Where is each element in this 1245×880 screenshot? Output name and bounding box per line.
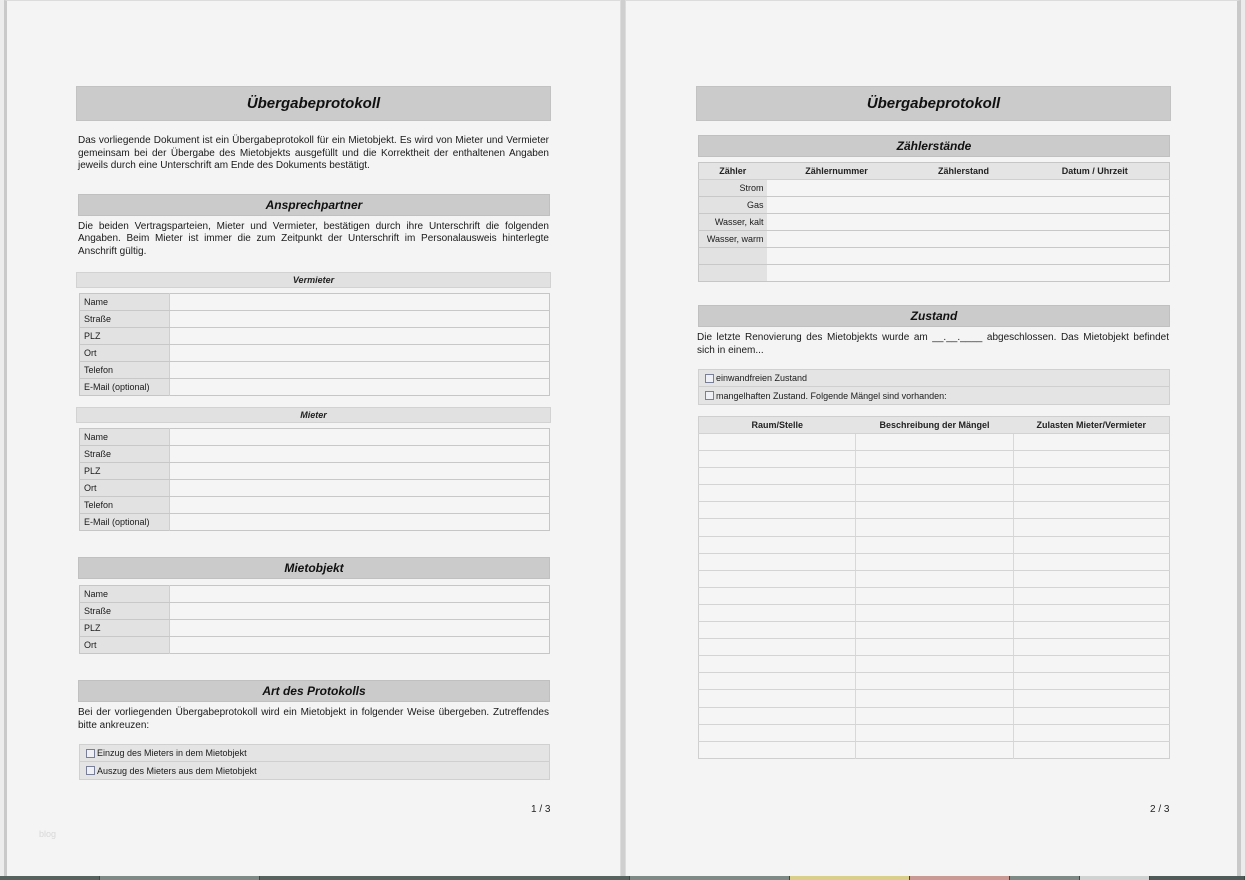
- section-heading-text: Ansprechpartner: [265, 197, 363, 212]
- defect-cell[interactable]: [856, 604, 1014, 621]
- defect-cell[interactable]: [699, 519, 856, 536]
- defect-cell[interactable]: [856, 451, 1014, 468]
- defect-cell[interactable]: [856, 741, 1014, 758]
- defect-row: [699, 604, 1170, 621]
- defect-row: [699, 741, 1170, 758]
- defect-cell[interactable]: [1014, 690, 1170, 707]
- field-input[interactable]: [170, 446, 550, 463]
- defect-row: [699, 656, 1170, 673]
- defect-cell[interactable]: [856, 707, 1014, 724]
- checkbox-icon[interactable]: [705, 391, 714, 400]
- meter-table-header: [699, 163, 1170, 180]
- defect-cell[interactable]: [1014, 468, 1170, 485]
- form-row: [80, 497, 550, 514]
- defect-row: [699, 536, 1170, 553]
- subheading-landlord: [76, 272, 551, 288]
- defect-cell[interactable]: [856, 587, 1014, 604]
- form-row: [80, 429, 550, 446]
- meter-cell[interactable]: [906, 197, 1020, 214]
- field-label: Ort: [80, 345, 170, 362]
- defect-cell[interactable]: [699, 622, 856, 639]
- meter-cell[interactable]: [767, 265, 907, 282]
- column-header: Raum/Stelle: [699, 417, 856, 434]
- meter-cell[interactable]: [767, 214, 907, 231]
- defect-cell[interactable]: [1014, 707, 1170, 724]
- defect-cell[interactable]: [1014, 587, 1170, 604]
- meter-cell[interactable]: [906, 265, 1020, 282]
- meter-cell[interactable]: [767, 180, 907, 197]
- defect-cell[interactable]: [856, 553, 1014, 570]
- checkbox-icon[interactable]: [86, 749, 95, 758]
- intro-paragraph: Das vorliegende Dokument ist ein Übergabeprotokoll für ein Mietobjekt. Es wird von Mieter und Vermieter gemeinsam bei der Übergabe des Mietobjekts ausgefüllt und die Korrektheit der enthaltenen Angaben jeweils durch eine Unterschrift am Ende des Dokuments bestätigt.: [78, 135, 549, 171]
- field-label: Straße: [80, 446, 170, 463]
- condition-options: [698, 369, 1170, 405]
- form-row: [80, 328, 550, 345]
- option-move-out[interactable]: [80, 762, 549, 779]
- column-header: Beschreibung der Mängel: [856, 417, 1014, 434]
- field-input[interactable]: [170, 603, 550, 620]
- field-input[interactable]: [170, 480, 550, 497]
- field-input[interactable]: [170, 514, 550, 531]
- document-title-bar: [696, 86, 1171, 121]
- defect-row: [699, 434, 1170, 451]
- document-title: Übergabeprotokoll: [866, 95, 1001, 112]
- defect-row: [699, 502, 1170, 519]
- defect-row: [699, 622, 1170, 639]
- section-heading-text: Zustand: [910, 309, 958, 323]
- defect-row: [699, 690, 1170, 707]
- subheading-tenant: [76, 407, 551, 423]
- defect-cell[interactable]: [699, 707, 856, 724]
- protocol-type-options: [79, 744, 550, 780]
- field-label: E-Mail (optional): [80, 379, 170, 396]
- document-page-1: [4, 0, 621, 876]
- section-heading-property: [78, 557, 550, 579]
- section-heading-contacts: [78, 194, 550, 216]
- document-page-2: [625, 0, 1241, 876]
- landlord-table: [79, 293, 550, 396]
- field-input[interactable]: [170, 311, 550, 328]
- defect-cell[interactable]: [856, 434, 1014, 451]
- taskbar-item[interactable]: [1150, 876, 1245, 880]
- defect-cell[interactable]: [699, 690, 856, 707]
- column-header: Zählerstand: [906, 163, 1020, 180]
- column-header: Zähler: [699, 163, 767, 180]
- option-label: Auszug des Mieters aus dem Mietobjekt: [97, 765, 257, 776]
- defect-cell[interactable]: [699, 639, 856, 656]
- defect-cell[interactable]: [856, 570, 1014, 587]
- subheading-text: Mieter: [300, 410, 327, 420]
- option-defective[interactable]: [699, 387, 1169, 404]
- taskbar-item[interactable]: [1080, 876, 1150, 880]
- meter-cell[interactable]: [1021, 214, 1170, 231]
- defect-cell[interactable]: [699, 673, 856, 690]
- meter-label: Wasser, kalt: [699, 214, 767, 231]
- defect-row: [699, 468, 1170, 485]
- meter-cell[interactable]: [767, 197, 907, 214]
- meter-row: [699, 265, 1170, 282]
- field-label: Name: [80, 586, 170, 603]
- defect-cell[interactable]: [1014, 639, 1170, 656]
- form-row: [80, 620, 550, 637]
- meter-label: [699, 248, 767, 265]
- defect-cell[interactable]: [699, 536, 856, 553]
- defect-row: [699, 570, 1170, 587]
- defects-table: [698, 416, 1170, 759]
- defect-cell[interactable]: [1014, 724, 1170, 741]
- option-label: Einzug des Mieters in dem Mietobjekt: [97, 748, 247, 758]
- form-row: [80, 463, 550, 480]
- defect-cell[interactable]: [1014, 604, 1170, 621]
- page-number: 2 / 3: [1150, 804, 1170, 815]
- contacts-paragraph: Die beiden Vertragsparteien, Mieter und Vermieter, bestätigen durch ihre Unterschrift die folgenden Angaben. Beim Mieter ist immer die zum Zeitpunkt der Unterschrift im Personalausweis hinterlegte Anschrift gültig.: [78, 220, 549, 257]
- protocol-type-paragraph: Bei der vorliegenden Übergabeprotokoll wird ein Mietobjekt in folgender Weise übergeben. Zutreffendes bitte ankreuzen:: [78, 707, 549, 731]
- defect-row: [699, 724, 1170, 741]
- form-row: [80, 294, 550, 311]
- defect-cell[interactable]: [699, 502, 856, 519]
- defect-cell[interactable]: [856, 622, 1014, 639]
- defects-table-header: [699, 417, 1170, 434]
- subheading-text: Vermieter: [292, 275, 335, 285]
- defect-cell[interactable]: [856, 639, 1014, 656]
- field-input[interactable]: [170, 637, 550, 654]
- taskbar-item[interactable]: [910, 876, 1010, 880]
- taskbar-item[interactable]: [260, 876, 630, 880]
- document-title: Übergabeprotokoll: [246, 95, 381, 112]
- defect-cell[interactable]: [856, 690, 1014, 707]
- field-input[interactable]: [170, 497, 550, 514]
- meter-label: Gas: [699, 197, 767, 214]
- option-label: mangelhaften Zustand. Folgende Mängel sind vorhanden:: [716, 390, 947, 401]
- meter-row: [699, 197, 1170, 214]
- defect-row: [699, 485, 1170, 502]
- defect-row: [699, 451, 1170, 468]
- column-header: Zählernummer: [767, 163, 907, 180]
- meter-row: [699, 248, 1170, 265]
- field-label: PLZ: [80, 328, 170, 345]
- defect-cell[interactable]: [1014, 656, 1170, 673]
- form-row: [80, 379, 550, 396]
- taskbar-strip: [0, 876, 1245, 880]
- defect-cell[interactable]: [1014, 434, 1170, 451]
- field-label: Telefon: [80, 497, 170, 514]
- field-input[interactable]: [170, 362, 550, 379]
- form-row: [80, 637, 550, 654]
- field-label: Straße: [80, 603, 170, 620]
- defect-cell[interactable]: [699, 434, 856, 451]
- meter-label: Wasser, warm: [699, 231, 767, 248]
- form-row: [80, 311, 550, 328]
- defect-cell[interactable]: [856, 724, 1014, 741]
- document-title-bar: [76, 86, 551, 121]
- defect-cell[interactable]: [699, 604, 856, 621]
- taskbar-item[interactable]: [1010, 876, 1080, 880]
- defect-row: [699, 707, 1170, 724]
- checkbox-icon[interactable]: [705, 374, 714, 383]
- meter-cell[interactable]: [767, 231, 907, 248]
- defect-cell[interactable]: [1014, 622, 1170, 639]
- form-row: [80, 480, 550, 497]
- taskbar-item[interactable]: [630, 876, 790, 880]
- defect-cell[interactable]: [699, 451, 856, 468]
- field-label: Name: [80, 294, 170, 311]
- defect-row: [699, 673, 1170, 690]
- column-header: Zulasten Mieter/Vermieter: [1014, 417, 1170, 434]
- meter-cell[interactable]: [906, 248, 1020, 265]
- meter-row: [699, 214, 1170, 231]
- defect-cell[interactable]: [699, 741, 856, 758]
- defect-cell[interactable]: [1014, 485, 1170, 502]
- defect-row: [699, 553, 1170, 570]
- checkbox-icon[interactable]: [86, 766, 95, 775]
- field-label: Name: [80, 429, 170, 446]
- defect-cell[interactable]: [699, 570, 856, 587]
- defect-cell[interactable]: [1014, 451, 1170, 468]
- option-label: einwandfreien Zustand: [716, 373, 808, 383]
- column-header: Datum / Uhrzeit: [1021, 163, 1170, 180]
- defect-cell[interactable]: [1014, 741, 1170, 758]
- meter-cell[interactable]: [1021, 248, 1170, 265]
- defect-cell[interactable]: [1014, 519, 1170, 536]
- meter-label: [699, 265, 767, 282]
- option-move-in[interactable]: [80, 745, 549, 762]
- field-input[interactable]: [170, 586, 550, 603]
- form-row: [80, 362, 550, 379]
- option-flawless[interactable]: [699, 370, 1169, 387]
- defect-cell[interactable]: [1014, 673, 1170, 690]
- page-1-content: [76, 86, 551, 780]
- meter-cell[interactable]: [906, 231, 1020, 248]
- meter-row: [699, 231, 1170, 248]
- field-input[interactable]: [170, 429, 550, 446]
- field-label: Telefon: [80, 362, 170, 379]
- defect-cell[interactable]: [856, 536, 1014, 553]
- condition-paragraph: Die letzte Renovierung des Mietobjekts wurde am __.__.____ abgeschlossen. Das Mietobjekt befindet sich in einem...: [697, 332, 1169, 356]
- field-label: PLZ: [80, 463, 170, 480]
- page-2-content: [696, 86, 1171, 759]
- field-input[interactable]: [170, 620, 550, 637]
- defect-cell[interactable]: [699, 468, 856, 485]
- field-label: E-Mail (optional): [80, 514, 170, 531]
- field-label: Ort: [80, 637, 170, 654]
- taskbar-item[interactable]: [0, 876, 100, 880]
- defect-row: [699, 639, 1170, 656]
- meter-row: [699, 180, 1170, 197]
- section-heading-text: Zählerstände: [896, 139, 972, 153]
- taskbar-item[interactable]: [100, 876, 260, 880]
- defect-cell[interactable]: [699, 656, 856, 673]
- defect-row: [699, 519, 1170, 536]
- form-row: [80, 446, 550, 463]
- defect-cell[interactable]: [699, 485, 856, 502]
- field-input[interactable]: [170, 379, 550, 396]
- defect-cell[interactable]: [1014, 536, 1170, 553]
- meter-cell[interactable]: [906, 214, 1020, 231]
- field-label: PLZ: [80, 620, 170, 637]
- defect-cell[interactable]: [1014, 553, 1170, 570]
- taskbar-item-active[interactable]: [790, 876, 910, 880]
- field-input[interactable]: [170, 328, 550, 345]
- form-row: [80, 514, 550, 531]
- section-heading-protocol-type: [78, 680, 550, 702]
- defect-cell[interactable]: [856, 673, 1014, 690]
- defect-cell[interactable]: [699, 724, 856, 741]
- defect-cell[interactable]: [856, 485, 1014, 502]
- section-heading-meters: [698, 135, 1170, 157]
- defect-cell[interactable]: [856, 519, 1014, 536]
- defect-cell[interactable]: [856, 656, 1014, 673]
- defect-cell[interactable]: [856, 502, 1014, 519]
- defect-cell[interactable]: [1014, 570, 1170, 587]
- tenant-table: [79, 428, 550, 531]
- defect-cell[interactable]: [699, 553, 856, 570]
- form-row: [80, 586, 550, 603]
- section-heading-condition: [698, 305, 1170, 327]
- form-row: [80, 603, 550, 620]
- meter-table: [698, 162, 1170, 282]
- meter-cell[interactable]: [906, 180, 1020, 197]
- section-heading-text: Mietobjekt: [284, 561, 344, 575]
- field-label: Straße: [80, 311, 170, 328]
- field-input[interactable]: [170, 294, 550, 311]
- field-input[interactable]: [170, 463, 550, 480]
- property-table: [79, 585, 550, 654]
- meter-cell[interactable]: [767, 248, 907, 265]
- meter-label: Strom: [699, 180, 767, 197]
- defect-cell[interactable]: [1014, 502, 1170, 519]
- form-row: [80, 345, 550, 362]
- defect-cell[interactable]: [856, 468, 1014, 485]
- meter-cell[interactable]: [1021, 197, 1170, 214]
- watermark-text: blog: [39, 829, 57, 839]
- meter-cell[interactable]: [1021, 265, 1170, 282]
- defect-cell[interactable]: [699, 587, 856, 604]
- section-heading-text: Art des Protokolls: [262, 684, 366, 698]
- field-input[interactable]: [170, 345, 550, 362]
- page-number: 1 / 3: [531, 804, 551, 815]
- field-label: Ort: [80, 480, 170, 497]
- meter-cell[interactable]: [1021, 231, 1170, 248]
- meter-cell[interactable]: [1021, 180, 1170, 197]
- defect-row: [699, 587, 1170, 604]
